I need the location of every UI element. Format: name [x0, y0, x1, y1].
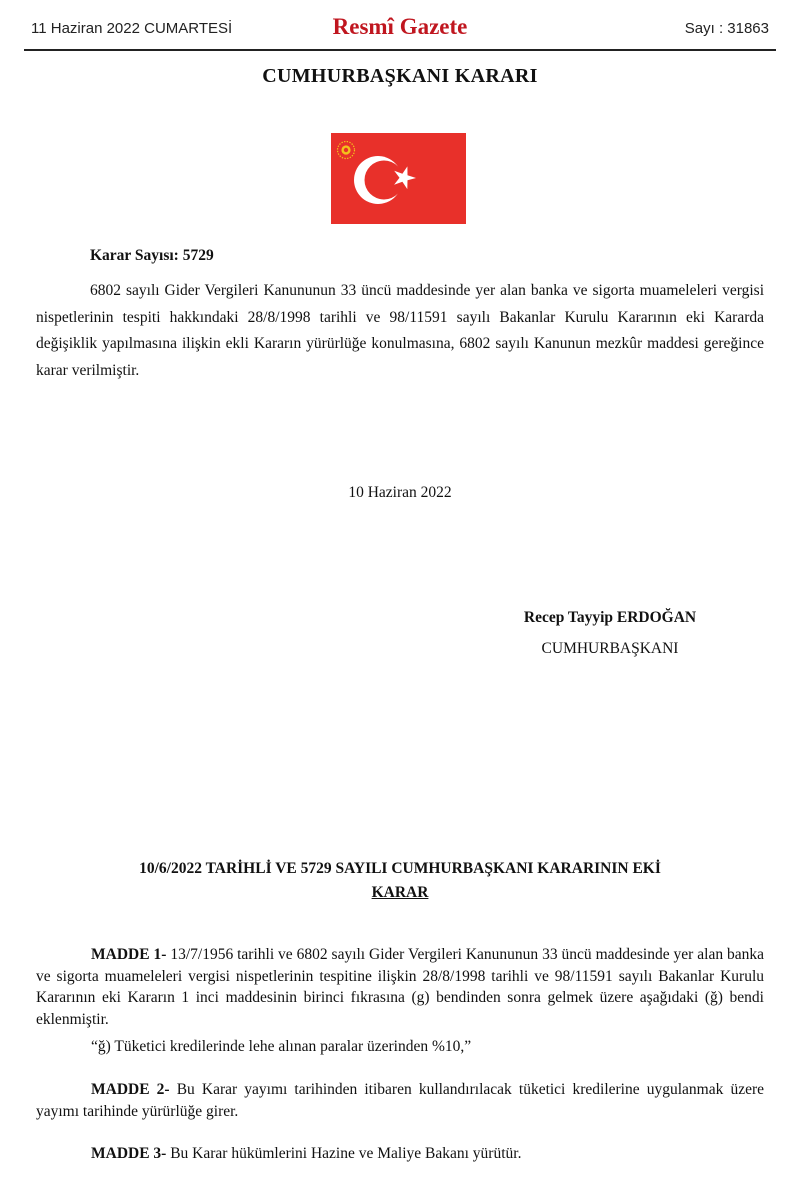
article-text: Bu Karar yayımı tarihinden itibaren kullandırılacak tüketici kredilerine uygulanmak üzere yayımı tarihinde yürürlüğe girer.	[36, 1081, 764, 1120]
intro-text: 6802 sayılı Gider Vergileri Kanununun 33 üncü maddesinde yer alan banka ve sigorta muameleleri vergisi nispetlerinin tespiti hakkındaki 28/8/1998 tarihli ve 98/11591 sayılı Bakanlar Kurulu Kararının eki Kararda değişiklik yapılmasına ilişkin ekli Kararın yürürlüğe konulmasına, 6802 sayılı Kanunun mezkûr maddesi gereğince karar verilmiştir.	[36, 282, 764, 379]
masthead-issue-number: Sayı : 31863	[684, 20, 769, 37]
masthead	[0, 0, 800, 50]
intro-paragraph	[36, 278, 764, 384]
masthead-divider	[24, 49, 776, 51]
annex-title-line: 10/6/2022 TARİHLİ VE 5729 SAYILI CUMHURBAŞKANI KARARININ EKİ	[139, 860, 661, 877]
masthead-title: Resmî Gazete	[332, 14, 468, 39]
article-label: MADDE 1-	[91, 946, 167, 963]
document-title: CUMHURBAŞKANI KARARI	[262, 65, 538, 87]
article-1	[36, 944, 764, 1030]
decision-date: 10 Haziran 2022	[348, 484, 452, 501]
annex-title-karar: KARAR	[371, 884, 429, 901]
article-2	[36, 1079, 764, 1122]
turkish-flag-icon	[331, 133, 466, 224]
signer-title: CUMHURBAŞKANI	[541, 640, 679, 657]
annex-title	[40, 857, 760, 905]
article-text: Bu Karar hükümlerini Hazine ve Maliye Bakanı yürütür.	[170, 1145, 522, 1162]
article-text: 13/7/1956 tarihli ve 6802 sayılı Gider Vergileri Kanununun 33 üncü maddesinde yer alan banka ve sigorta muameleleri vergisi nispetlerinin tespitine ilişkin 28/8/1998 tarihli ve 98/11591 sayılı Bakanlar Kurulu Kararının eki Kararın 1 inci maddesinin birinci fıkrasına (g) bendinden sonra gelmek üzere aşağıdaki (ğ) bendi eklenmiştir.	[36, 946, 765, 1028]
decision-number: Karar Sayısı: 5729	[90, 247, 214, 264]
masthead-date: 11 Haziran 2022 CUMARTESİ	[31, 20, 233, 37]
article-label: MADDE 2-	[91, 1081, 170, 1098]
article-label: MADDE 3-	[91, 1145, 167, 1162]
signer-name: Recep Tayyip ERDOĞAN	[523, 609, 697, 626]
article-1-quote: “ğ) Tüketici kredilerinde lehe alınan paralar üzerinden %10,”	[91, 1038, 472, 1055]
article-3	[36, 1143, 764, 1165]
